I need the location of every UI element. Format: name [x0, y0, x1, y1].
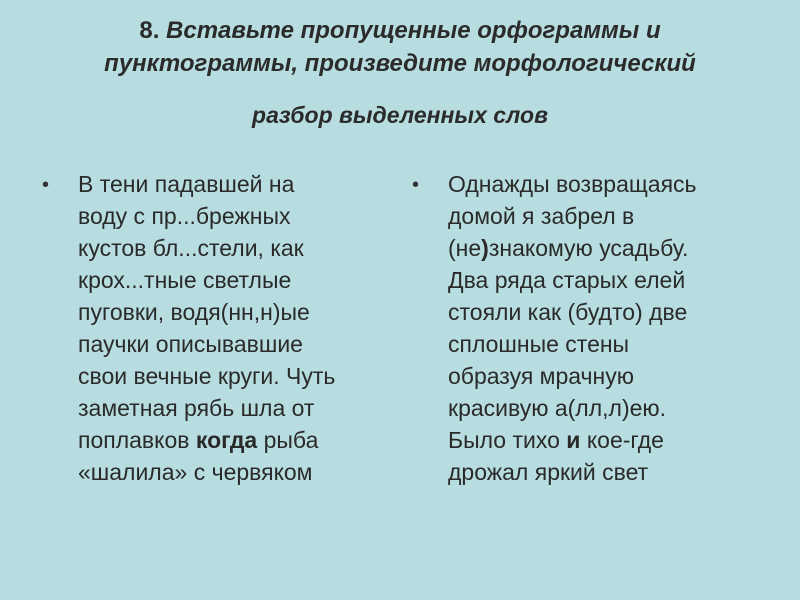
slide-title — [40, 14, 760, 80]
text-fragment: поплавков — [78, 427, 196, 453]
bullet-icon: • — [412, 174, 420, 196]
highlighted-mark: ) — [481, 235, 489, 261]
text-line: паучки описывавшие — [78, 331, 303, 357]
bullet-icon: • — [42, 174, 50, 196]
task-number: 8. — [139, 17, 160, 44]
text-line: дрожал яркий свет — [448, 459, 649, 485]
right-text-column — [412, 168, 732, 488]
left-text-column — [42, 168, 362, 488]
highlighted-word: когда — [195, 427, 258, 453]
text-line — [448, 424, 732, 456]
text-line — [78, 424, 362, 456]
left-paragraph — [78, 168, 362, 488]
text-fragment: знакомую усадьбу. — [488, 235, 689, 261]
text-line: Однажды возвращаясь — [448, 171, 697, 197]
text-line: сплошные стены — [448, 331, 630, 357]
text-fragment: рыба — [257, 427, 319, 453]
highlighted-word: и — [566, 427, 581, 453]
text-line — [448, 232, 732, 264]
text-line: образуя мрачную — [448, 363, 634, 389]
text-line: заметная рябь шла от — [78, 395, 315, 421]
text-line: свои вечные круги. Чуть — [78, 363, 336, 389]
text-line: пуговки, водя(нн,н)ые — [78, 299, 310, 325]
title-line-2: пунктограммы, произведите морфологический — [104, 50, 696, 77]
text-fragment: (не — [448, 235, 482, 261]
text-line: В тени падавшей на — [78, 171, 295, 197]
text-line: красивую а(лл,л)ею. — [448, 395, 667, 421]
text-fragment: кое-где — [580, 427, 664, 453]
text-line: Два ряда старых елей — [448, 267, 686, 293]
text-line: «шалила» с червяком — [78, 459, 313, 485]
text-line: домой я забрел в — [448, 203, 635, 229]
slide-subtitle: разбор выделенных слов — [252, 102, 548, 128]
text-line: крох...тные светлые — [78, 267, 292, 293]
text-fragment: Было тихо — [448, 427, 567, 453]
text-line: воду с пр...брежных — [78, 203, 291, 229]
right-paragraph — [448, 168, 732, 488]
title-line-1 — [40, 14, 760, 47]
title-line-1-text: Вставьте пропущенные орфограммы и — [166, 17, 661, 44]
text-line: кустов бл...стели, как — [78, 235, 304, 261]
text-line: стояли как (будто) две — [448, 299, 688, 325]
